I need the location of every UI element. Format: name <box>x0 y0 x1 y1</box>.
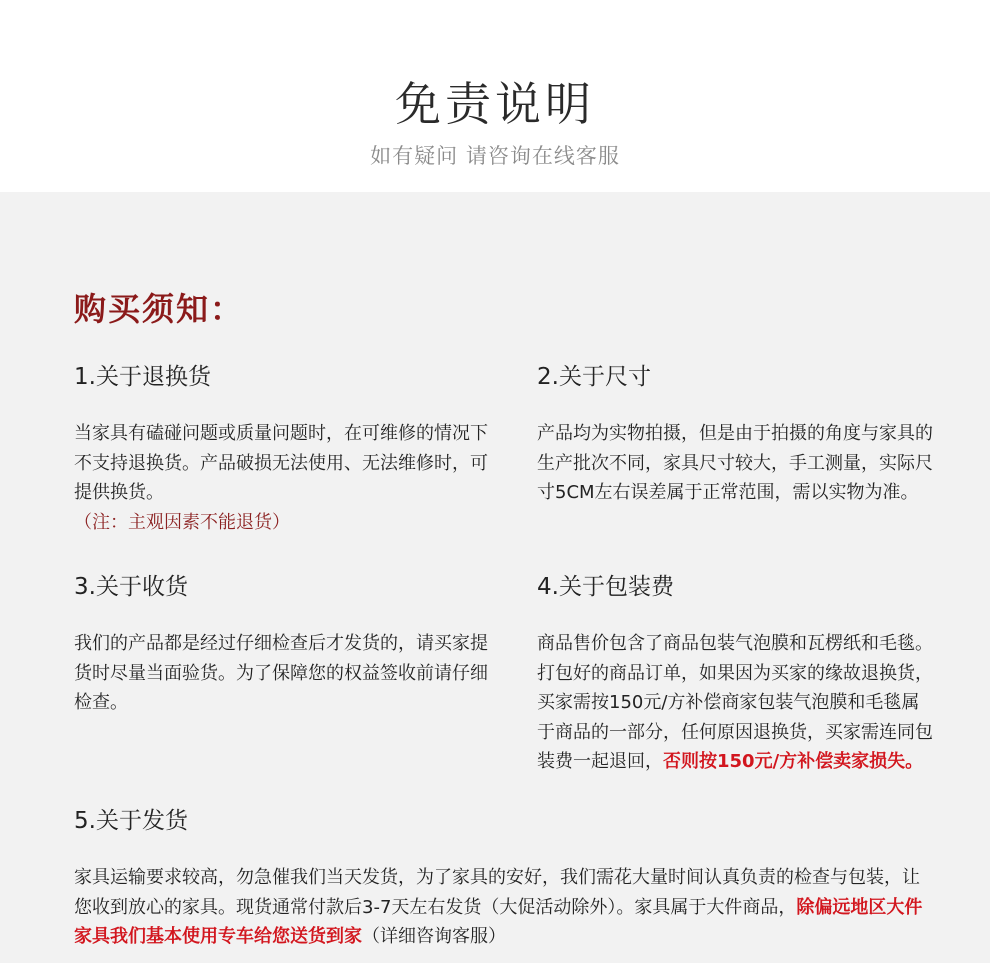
section-text: 家具运输要求较高，勿急催我们当天发货，为了家具的安好，我们需花大量时间认真负责的检查与包装，让您收到放心的家具。现货通常付款后3-7天左右发货（大促活动除外）。家具属于大件商品， <box>74 867 920 918</box>
section-size <box>537 358 937 508</box>
section-body: 产品均为实物拍摄，但是由于拍摄的角度与家具的生产批次不同，家具尺寸较大，手工测量，实际尺寸5CM左右误差属于正常范围，需以实物为准。 <box>537 423 933 503</box>
section-note: （注：主观因素不能退货） <box>74 511 290 533</box>
section-title: 5.关于发货 <box>74 808 188 834</box>
section-receipt <box>74 568 494 718</box>
purchase-notice-heading: 购买须知： <box>74 290 245 328</box>
page-subtitle: 如有疑问 请咨询在线客服 <box>370 144 620 168</box>
section-packaging-fee <box>537 568 937 777</box>
section-tail: （详细咨询客服） <box>362 926 506 947</box>
section-text: 商品售价包含了商品包装气泡膜和瓦楞纸和毛毯。打包好的商品订单，如果因为买家的缘故退换货，买家需按150元/方补偿商家包装气泡膜和毛毯属于商品的一部分，任何原因退换货，买家需连同包装费一起退回， <box>537 633 933 772</box>
section-body <box>74 419 494 537</box>
section-title: 1.关于退换货 <box>74 364 211 390</box>
section-highlight: 除偏远地区大件家具我们基本使用专车给您送货到家 <box>74 896 923 947</box>
section-title: 4.关于包装费 <box>537 574 674 600</box>
section-highlight: 否则按150元/方补偿卖家损失。 <box>663 751 924 772</box>
section-shipping <box>74 802 924 952</box>
section-title: 3.关于收货 <box>74 574 188 600</box>
section-text: 当家具有磕碰问题或质量问题时，在可维修的情况下不支持退换货。产品破损无法使用、无法维修时，可提供换货。 <box>74 423 488 503</box>
section-body: 我们的产品都是经过仔细检查后才发货的，请买家提货时尽量当面验货。为了保障您的权益签收前请仔细检查。 <box>74 633 488 713</box>
page-title: 免责说明 <box>395 77 595 131</box>
section-returns <box>74 358 494 537</box>
header <box>0 0 990 192</box>
section-body <box>74 863 924 952</box>
section-title: 2.关于尺寸 <box>537 364 651 390</box>
section-body <box>537 629 937 777</box>
